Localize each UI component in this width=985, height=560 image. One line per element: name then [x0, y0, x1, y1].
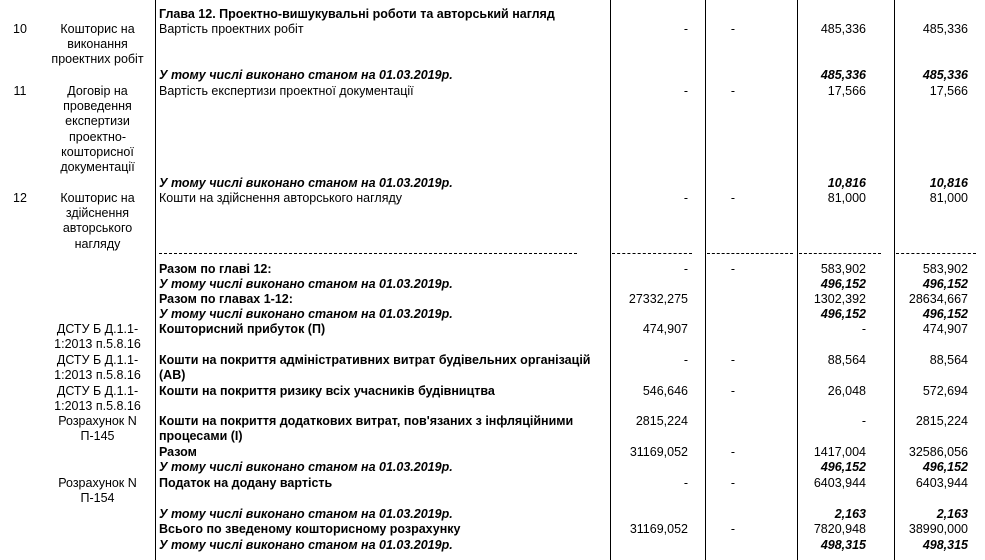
cell-col6: 17,566 — [929, 84, 968, 98]
cell-col3: - — [683, 262, 688, 276]
cell-col5: - — [861, 414, 866, 428]
row-description: Вартість експертизи проектної документації — [159, 84, 414, 98]
cell-col4: - — [730, 384, 736, 398]
cell-col3: - — [683, 84, 688, 98]
completed-col5: 496,152 — [820, 460, 866, 474]
cell-col3: 27332,275 — [628, 292, 688, 306]
completed-label: У тому числі виконано станом на 01.03.2019р. — [159, 307, 453, 321]
cell-col6: 583,902 — [922, 262, 968, 276]
dashed-separator — [896, 253, 976, 254]
dashed-separator — [707, 253, 793, 254]
cell-col5: 26,048 — [827, 384, 866, 398]
cell-col3: - — [683, 476, 688, 490]
cell-col4: - — [730, 353, 736, 367]
sum-label: Разом — [159, 445, 197, 459]
cell-col3: 546,646 — [642, 384, 688, 398]
row-number: 12 — [13, 191, 27, 205]
admin-costs-label: Кошти на покриття адміністративних витрат будівельних організацій (АВ) — [159, 353, 591, 382]
cell-col5: 485,336 — [820, 22, 866, 36]
cell-col3: 31169,052 — [629, 522, 688, 536]
cell-col4: - — [730, 191, 736, 205]
cell-col4: - — [730, 22, 736, 36]
cell-col5: 6403,944 — [813, 476, 866, 490]
completed-col5: 498,315 — [820, 538, 866, 552]
cell-col5: 88,564 — [827, 353, 866, 367]
cell-col5: 17,566 — [827, 84, 866, 98]
cell-col3: 2815,224 — [635, 414, 688, 428]
cell-col6: 572,694 — [922, 384, 968, 398]
completed-col6: 496,152 — [922, 277, 968, 291]
profit-label: Кошторисний прибуток (П) — [159, 322, 326, 336]
completed-col6: 496,152 — [922, 307, 968, 321]
column-divider — [155, 0, 156, 560]
cell-col3: 474,907 — [642, 322, 688, 336]
completed-label: У тому числі виконано станом на 01.03.2019р. — [159, 538, 453, 552]
cell-col5: - — [861, 322, 866, 336]
chapter-title: Глава 12. Проектно-вишукувальні роботи та авторський нагляд — [159, 7, 555, 21]
completed-label: У тому числі виконано станом на 01.03.2019р. — [159, 507, 453, 521]
cell-col4: - — [730, 445, 736, 459]
cell-col5: 81,000 — [827, 191, 866, 205]
dashed-separator — [799, 253, 881, 254]
cell-col6: 81,000 — [929, 191, 968, 205]
cell-col5: 1302,392 — [813, 292, 866, 306]
vat-label: Податок на додану вартість — [159, 476, 333, 490]
completed-col6: 498,315 — [922, 538, 968, 552]
cell-col3: 31169,052 — [629, 445, 688, 459]
cell-col6: 38990,000 — [908, 522, 968, 536]
cell-col5: 583,902 — [820, 262, 866, 276]
row-basis: Розрахунок N П-154 — [58, 476, 137, 506]
cell-col3: - — [683, 22, 688, 36]
cell-col6: 6403,944 — [915, 476, 968, 490]
completed-label: У тому числі виконано станом на 01.03.2019р. — [159, 460, 453, 474]
row-basis: Кошторис на виконання проектних робіт — [51, 22, 144, 67]
cell-col4: - — [730, 84, 736, 98]
row-basis: Договір на проведення експертизи проектно-кошторисної документації — [60, 84, 135, 175]
completed-label: У тому числі виконано станом на 01.03.2019р. — [159, 176, 453, 190]
column-divider — [705, 0, 706, 560]
row-description: Вартість проектних робіт — [159, 22, 304, 36]
grand-total-label: Всього по зведеному кошторисному розрахунку — [159, 522, 461, 536]
completed-col5: 496,152 — [820, 307, 866, 321]
total-chapter-12-label: Разом по главі 12: — [159, 262, 272, 276]
row-description: Кошти на здійснення авторського нагляду — [159, 191, 403, 205]
completed-col5: 10,816 — [827, 176, 866, 190]
completed-col5: 2,163 — [834, 507, 866, 521]
completed-col5: 496,152 — [820, 277, 866, 291]
row-basis: Кошторис на здійснення авторського нагляду — [60, 191, 135, 251]
column-divider — [610, 0, 611, 560]
completed-col6: 10,816 — [929, 176, 968, 190]
row-number: 11 — [13, 84, 27, 98]
row-basis: ДСТУ Б Д.1.1-1:2013 п.5.8.16 — [54, 322, 141, 352]
dashed-separator — [159, 253, 577, 254]
cell-col4: - — [730, 262, 736, 276]
cell-col5: 1417,004 — [813, 445, 866, 459]
completed-label: У тому числі виконано станом на 01.03.2019р. — [159, 277, 453, 291]
cell-col6: 32586,056 — [908, 445, 968, 459]
risk-costs-label: Кошти на покриття ризику всіх учасників будівництва — [159, 384, 495, 398]
dashed-separator — [612, 253, 692, 254]
completed-col6: 2,163 — [936, 507, 968, 521]
cell-col3: - — [683, 191, 688, 205]
cell-col6: 2815,224 — [915, 414, 968, 428]
row-basis: Розрахунок N П-145 — [58, 414, 137, 444]
cell-col4: - — [730, 522, 736, 536]
cell-col5: 7820,948 — [813, 522, 866, 536]
completed-col6: 496,152 — [922, 460, 968, 474]
total-chapters-1-12-label: Разом по главах 1-12: — [159, 292, 293, 306]
completed-label: У тому числі виконано станом на 01.03.2019р. — [159, 68, 453, 82]
row-basis: ДСТУ Б Д.1.1-1:2013 п.5.8.16 — [54, 384, 141, 414]
cell-col6: 28634,667 — [908, 292, 968, 306]
row-number: 10 — [13, 22, 27, 36]
row-basis: ДСТУ Б Д.1.1-1:2013 п.5.8.16 — [54, 353, 141, 383]
cell-col6: 485,336 — [922, 22, 968, 36]
completed-col6: 485,336 — [922, 68, 968, 82]
cell-col6: 88,564 — [929, 353, 968, 367]
cell-col4: - — [730, 476, 736, 490]
cell-col6: 474,907 — [922, 322, 968, 336]
completed-col5: 485,336 — [820, 68, 866, 82]
inflation-costs-label: Кошти на покриття додаткових витрат, пов'язаних з інфляційними процесами (І) — [159, 414, 574, 443]
cell-col3: - — [683, 353, 688, 367]
